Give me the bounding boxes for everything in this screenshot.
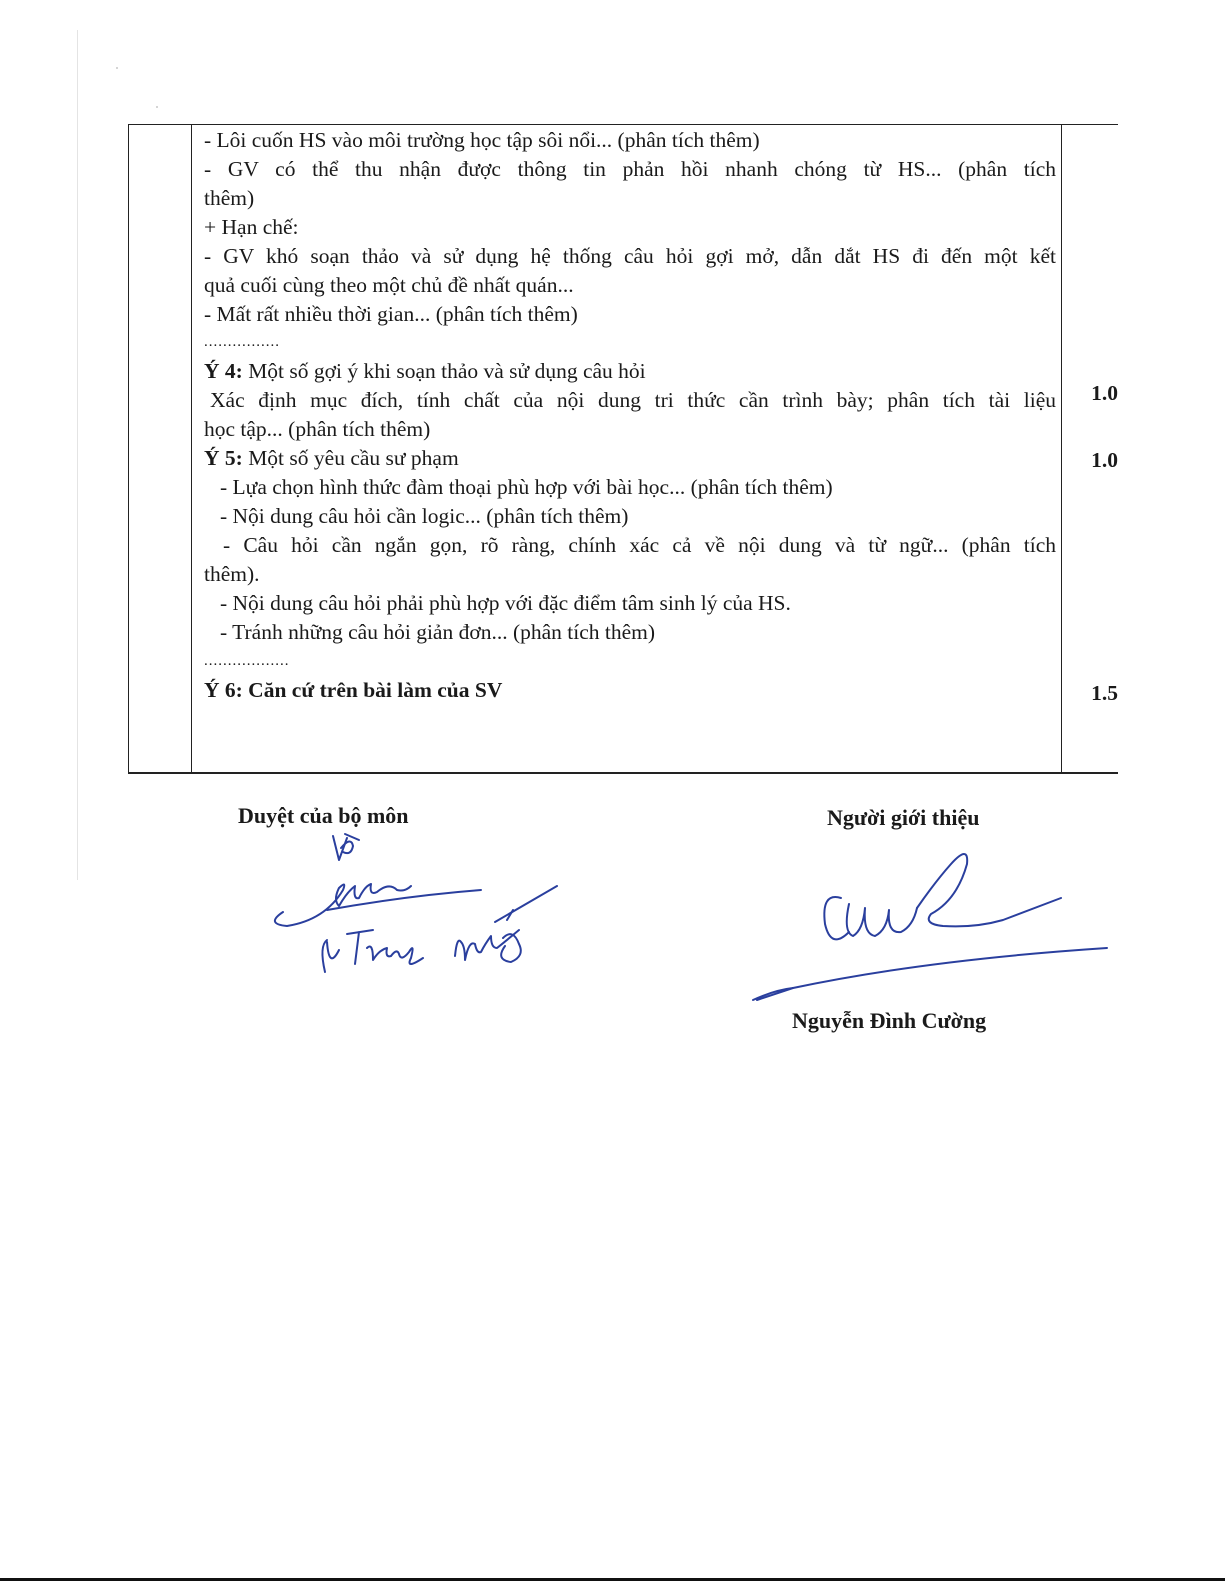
ellipsis-line: .................. <box>204 653 290 669</box>
scan-edge <box>77 30 78 880</box>
scan-speck <box>156 106 158 108</box>
referrer-handwritten-signature <box>745 842 1115 1012</box>
answer-line: quả cuối cùng theo một chủ đề nhất quán... <box>204 273 574 297</box>
answer-line: - Nội dung câu hỏi phải phù hợp với đặc điểm tâm sinh lý của HS. <box>220 591 791 615</box>
section-y5-title: Một số yêu cầu sư phạm <box>248 446 459 470</box>
answer-line: - Tránh những câu hỏi giản đơn... (phân tích thêm) <box>220 620 656 644</box>
answer-line: - Nội dung câu hỏi cần logic... (phân tích thêm) <box>220 504 629 528</box>
referrer-title: Người giới thiệu <box>827 805 980 830</box>
answer-line: - Lôi cuốn HS vào môi trường học tập sôi nổi... (phân tích thêm) <box>204 128 760 152</box>
approval-handwritten-signature <box>255 830 575 990</box>
section-y4-label: Ý 4: <box>204 359 243 383</box>
answer-line: Xác định mục đích, tính chất của nội dung tri thức cần trình bày; phân tích tài liệu <box>210 388 1056 412</box>
referrer-name: Nguyễn Đình Cường <box>792 1008 987 1033</box>
score-y6: 1.5 <box>1091 681 1118 705</box>
answer-line: - Mất rất nhiều thời gian... (phân tích thêm) <box>204 302 578 326</box>
question-number-column <box>128 125 192 772</box>
answer-table <box>128 124 1118 774</box>
answer-line: - GV khó soạn thảo và sử dụng hệ thống câu hỏi gợi mở, dẫn dắt HS đi đến một kết <box>204 244 1056 268</box>
answer-line: - GV có thể thu nhận được thông tin phản hồi nhanh chóng từ HS... (phân tích <box>204 157 1056 181</box>
score-column <box>1062 125 1118 772</box>
answer-content-column <box>192 125 1062 772</box>
score-y4: 1.0 <box>1091 381 1118 405</box>
section-y5-heading <box>204 444 1056 473</box>
answer-line: học tập... (phân tích thêm) <box>204 417 431 441</box>
answer-line: - Lựa chọn hình thức đàm thoại phù hợp với bài học... (phân tích thêm) <box>220 475 833 499</box>
ellipsis-line: ................ <box>204 334 280 350</box>
page-bottom-rule <box>0 1578 1225 1581</box>
approval-title: Duyệt của bộ môn <box>238 803 409 828</box>
answer-line: thêm) <box>204 186 255 210</box>
scan-speck <box>116 67 118 69</box>
answer-line: thêm). <box>204 562 260 586</box>
section-y5-label: Ý 5: <box>204 446 243 470</box>
section-y4-heading <box>204 357 1056 386</box>
answer-line: + Hạn chế: <box>204 215 299 239</box>
score-y5: 1.0 <box>1091 448 1118 472</box>
section-y4-title: Một số gợi ý khi soạn thảo và sử dụng câu hỏi <box>248 359 646 383</box>
answer-line: - Câu hỏi cần ngắn gọn, rõ ràng, chính xác cả về nội dung và từ ngữ... (phân tích <box>223 533 1056 557</box>
section-y6-heading: Ý 6: Căn cứ trên bài làm của SV <box>204 678 503 702</box>
